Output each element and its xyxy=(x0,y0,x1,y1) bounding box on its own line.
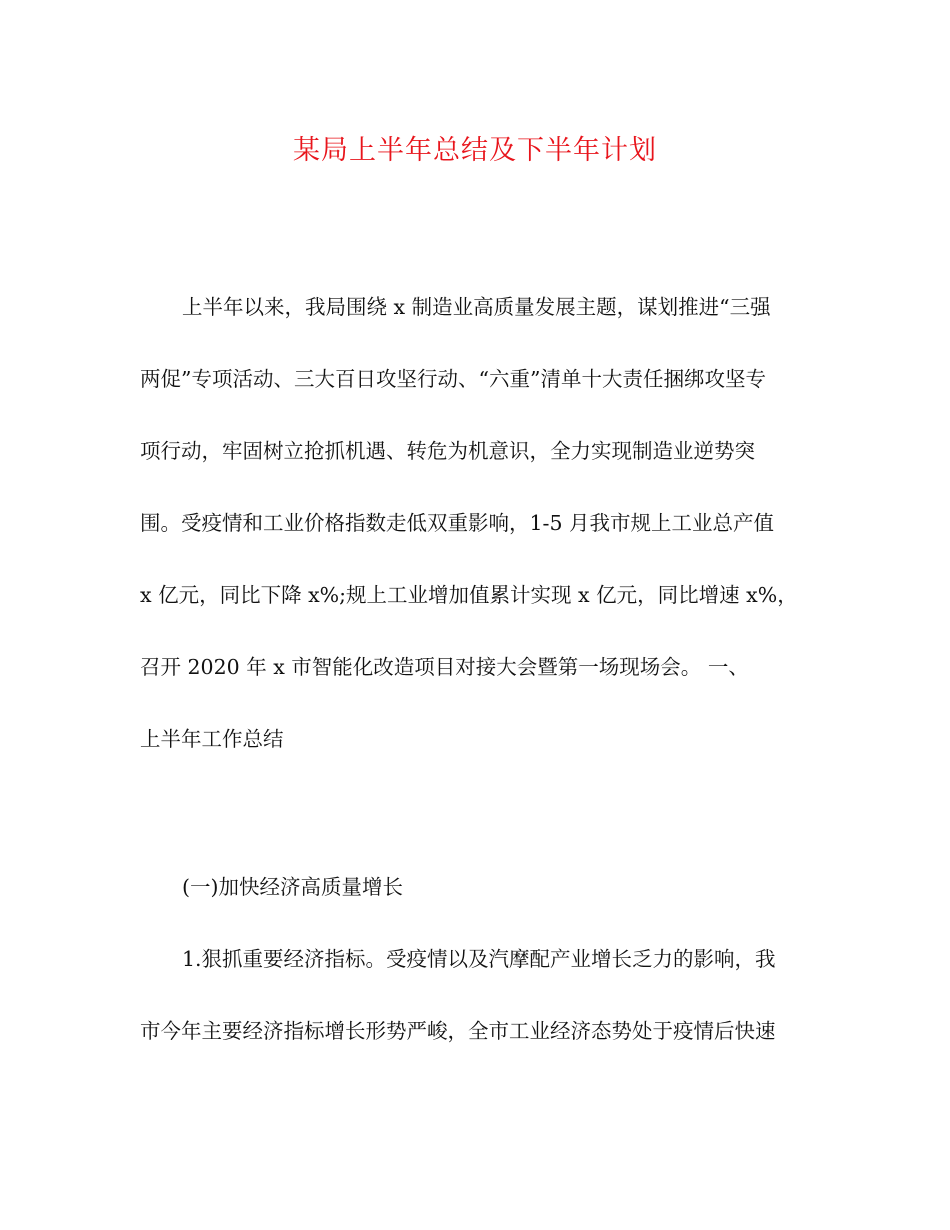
body-line-5: x 亿元，同比下降 x%;规上工业增加值累计实现 x 亿元，同比增速 x%， xyxy=(140,583,798,607)
subsection-heading: (一)加快经济高质量增长 xyxy=(182,875,403,899)
body-line-2: 两促”专项活动、三大百日攻坚行动、“六重”清单十大责任捆绑攻坚专 xyxy=(140,367,766,391)
body-line-6: 召开 2020 年 x 市智能化改造项目对接大会暨第一场现场会。 一、 xyxy=(140,655,749,679)
section-heading-line: 上半年工作总结 xyxy=(140,727,284,751)
body-line-9: 1.狠抓重要经济指标。受疫情以及汽摩配产业增长乏力的影响，我 xyxy=(182,947,776,971)
document-title: 某局上半年总结及下半年计划 xyxy=(293,135,657,166)
body-line-1: 上半年以来，我局围绕 x 制造业高质量发展主题，谋划推进“三强 xyxy=(182,295,771,319)
body-line-3: 项行动，牢固树立抢抓机遇、转危为机意识，全力实现制造业逆势突 xyxy=(140,439,755,463)
body-line-10: 市今年主要经济指标增长形势严峻，全市工业经济态势处于疫情后快速 xyxy=(140,1019,776,1043)
body-line-4: 围。受疫情和工业价格指数走低双重影响，1-5 月我市规上工业总产值 xyxy=(140,511,775,535)
